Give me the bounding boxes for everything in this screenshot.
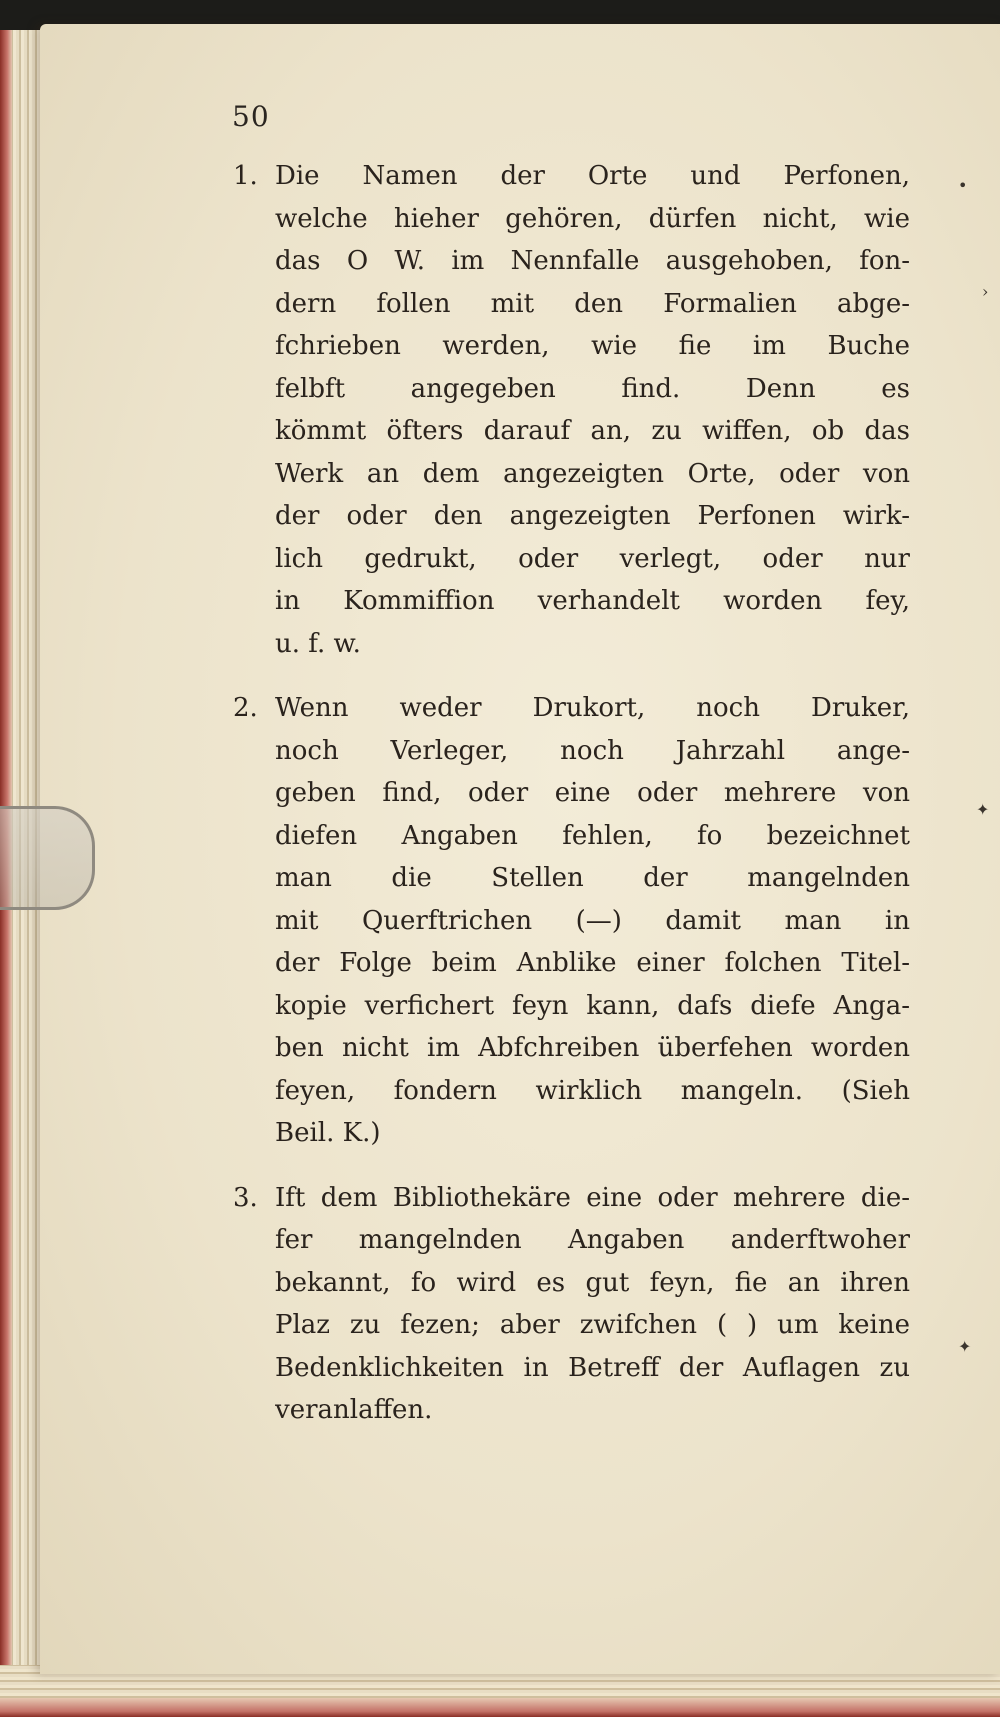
- text-line: Plaz zu fezen; aber zwifchen ( ) um keine: [275, 1310, 910, 1340]
- text-line: felbft angegeben find. Denn es: [275, 373, 910, 404]
- margin-mark: •: [958, 176, 968, 195]
- text-line: Die Namen der Orte und Perfonen,: [275, 161, 910, 191]
- text-line: Beil. K.): [275, 1118, 381, 1148]
- paragraph-2: [233, 687, 910, 1155]
- text-line: geben find, oder eine oder mehrere von: [275, 778, 910, 808]
- text-line: Bedenklichkeiten in Betreff der Auflagen zu: [275, 1352, 910, 1383]
- page-number: 50: [232, 100, 270, 133]
- text-line: kopie verfichert feyn kann, dafs diefe Anga-: [275, 990, 910, 1021]
- text-line: bekannt, fo wird es gut feyn, fie an ihren: [275, 1267, 910, 1298]
- text-line: feyen, fondern wirklich mangeln. (Sieh: [275, 1075, 910, 1106]
- text-line: Werk an dem angezeigten Orte, oder von: [275, 458, 910, 489]
- text-line: u. f. w.: [275, 628, 361, 659]
- text-line: lich gedrukt, oder verlegt, oder nur: [275, 543, 910, 574]
- margin-mark: ›: [982, 282, 989, 301]
- text-line: kömmt öfters darauf an, zu wiffen, ob das: [275, 416, 910, 446]
- text-line: der Folge beim Anblike einer folchen Titel-: [275, 948, 910, 978]
- text-line: in Kommiffion verhandelt worden fey,: [275, 586, 910, 616]
- text-line: mit Querftrichen (—) damit man in: [275, 905, 910, 936]
- margin-mark: ✦: [976, 800, 990, 819]
- text-line: das O W. im Nennfalle ausgehoben, fon-: [275, 246, 910, 276]
- book-bottom-cover: [0, 1698, 1000, 1717]
- paragraph-number: 1.: [233, 161, 258, 191]
- margin-mark: ✦: [958, 1337, 972, 1356]
- text-body: [233, 155, 910, 1454]
- text-line: ben nicht im Abfchreiben überfehen worden: [275, 1033, 910, 1063]
- text-line: man die Stellen der mangelnden: [275, 863, 910, 893]
- text-line: diefen Angaben fehlen, fo bezeichnet: [275, 820, 910, 851]
- paragraph-3: [233, 1177, 910, 1432]
- text-line: Wenn weder Drukort, noch Druker,: [275, 693, 910, 723]
- text-line: der oder den angezeigten Perfonen wirk-: [275, 501, 910, 531]
- text-line: fchrieben werden, wie fie im Buche: [275, 331, 910, 361]
- page-clip: [0, 806, 95, 910]
- text-line: noch Verleger, noch Jahrzahl ange-: [275, 735, 910, 766]
- text-line: fer mangelnden Angaben anderftwoher: [275, 1225, 910, 1255]
- paragraph-1: [233, 155, 910, 665]
- paragraph-number: 3.: [233, 1182, 258, 1213]
- paragraph-number: 2.: [233, 693, 258, 723]
- text-line: Ift dem Bibliothekäre eine oder mehrere die-: [275, 1182, 910, 1213]
- text-line: dern follen mit den Formalien abge-: [275, 288, 910, 319]
- text-line: welche hieher gehören, dürfen nicht, wie: [275, 203, 910, 234]
- text-line: veranlaffen.: [275, 1395, 433, 1425]
